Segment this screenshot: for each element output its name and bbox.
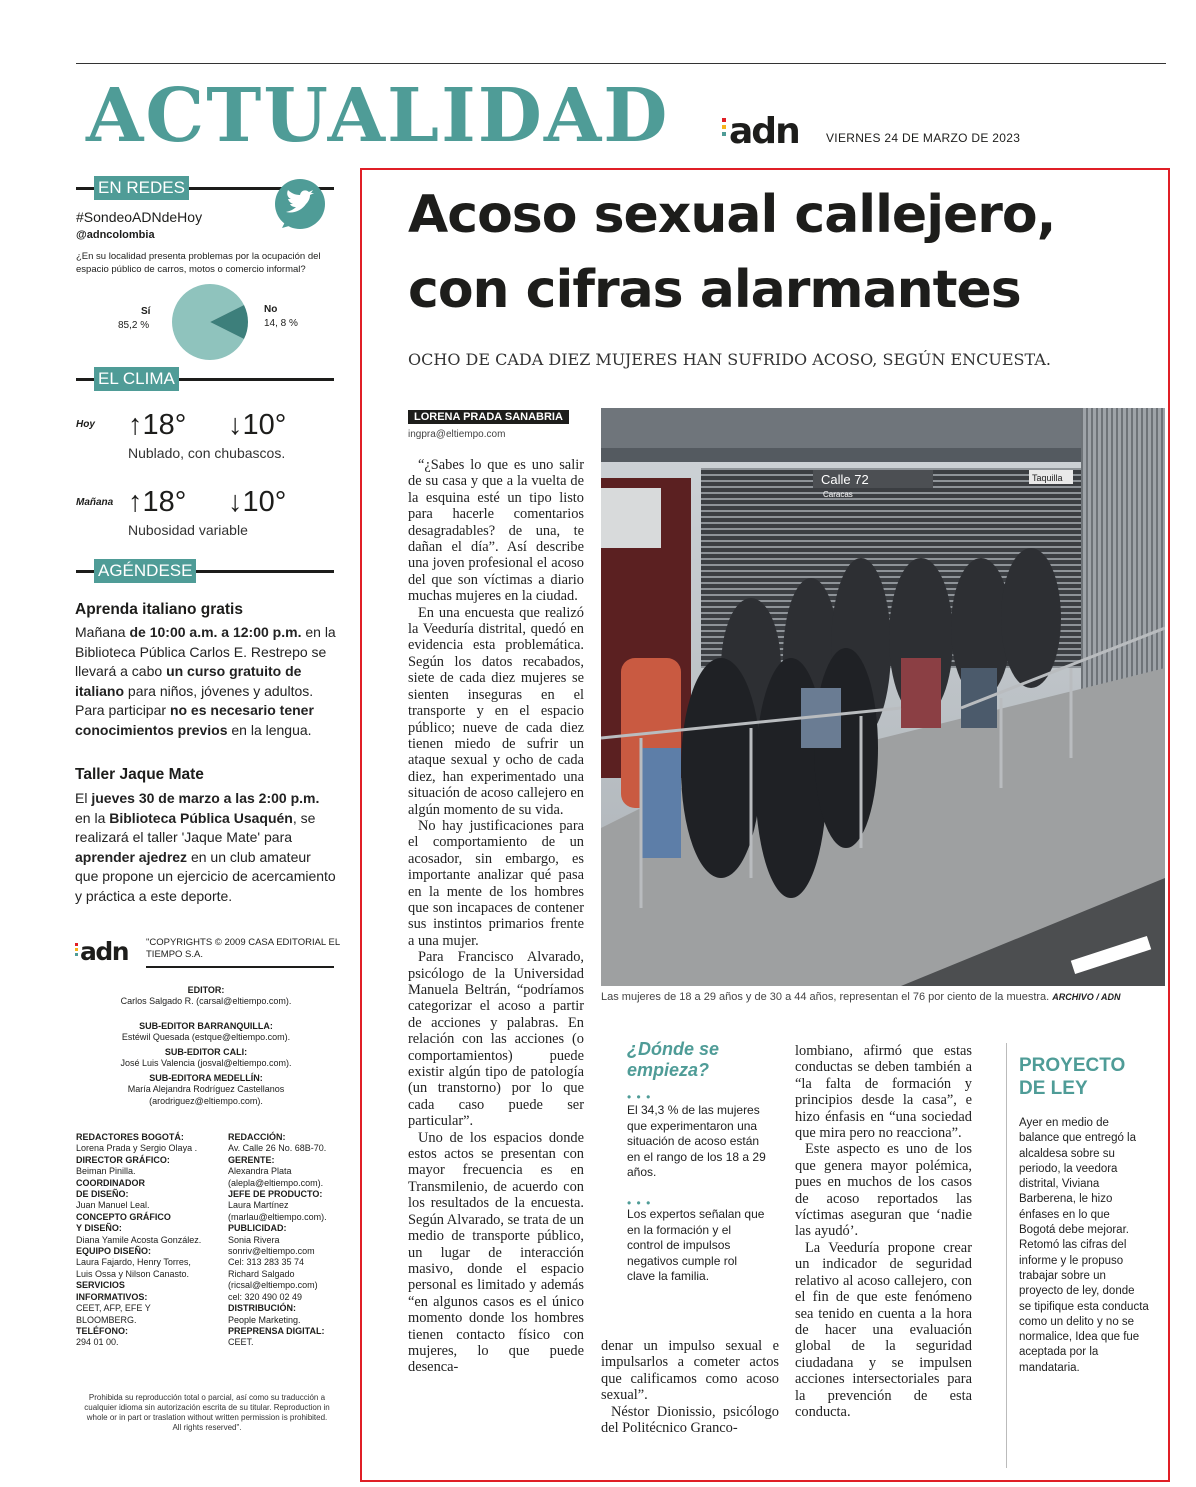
adn-logo-small <box>75 936 139 963</box>
staff-line: (arodriguez@eltiempo.com). <box>149 1095 263 1106</box>
clima-heading <box>76 367 334 391</box>
article-column-1 <box>408 457 584 1376</box>
agendese-heading <box>76 559 334 583</box>
photo-credit: ARCHIVO / ADN <box>1052 992 1121 1002</box>
text-run: para niños, jóvenes y adultos. Para participar <box>75 682 314 719</box>
staff-sub-editor-cali <box>76 1047 336 1070</box>
credit-name: (marlau@eltiempo.com). <box>228 1211 327 1222</box>
credit-name: Sonia Rivera <box>228 1234 280 1245</box>
staff-sub-editora-medellin <box>76 1073 336 1107</box>
staff-role: SUB-EDITOR CALI: <box>164 1047 248 1057</box>
poll-question: ¿En su localidad presenta problemas por la ocupación del espacio público de carros, motos o comercio informal? <box>76 251 321 275</box>
article-photo <box>601 408 1165 986</box>
station-sign: Calle 72 <box>821 472 869 487</box>
paragraph: Para Francisco Alvarado, psicólogo de la Universidad Manuela Beltrán, “podríamos categorizar el acoso a partir de acciones y palabras. En relación con las acciones (o comportamientos) puede existir algún tipo de patología (un transtorno) por lo que cada caso puede ser particular”. <box>408 949 584 1130</box>
credit-name: Alexandra Plata <box>228 1166 292 1177</box>
credit-role: CONCEPTO GRÁFICO <box>76 1211 171 1222</box>
headline-line: con cifras alarmantes <box>408 260 1021 320</box>
proyecto-text: Ayer en medio de balance que entregó la alcaldesa sobre su periodo, la veedora distrital, Viviana Barberena, le hizo énfases en lo que Bogotá debe mejorar. Retomó las cifras del informe y le propuso trabajar sobre un proyecto de ley, donde se tipifique esta conducta como un delito y no se normalice, Idea que fue aceptada por la mandataria. <box>1019 1117 1149 1374</box>
credit-name: Av. Calle 26 No. 68B-70. <box>228 1143 327 1154</box>
weather-day-today: Hoy <box>76 419 95 430</box>
credit-role: JEFE DE PRODUCTO: <box>228 1189 323 1200</box>
credit-role: SERVICIOS <box>76 1280 125 1291</box>
svg-text:adn: adn <box>729 111 799 148</box>
temp-min-today: ↓10° <box>228 409 287 441</box>
adn-logo <box>722 108 812 148</box>
weather-desc-tomorrow: Nubosidad variable <box>128 522 248 538</box>
paragraph: denar un impulso sexual e impulsarlos a cometer actos que calificamos como acoso sexual”. <box>601 1338 779 1404</box>
bold-run: un curso gratuito de italiano <box>75 663 302 699</box>
text-run: en la Biblioteca Pública Carlos E. Restrepo se llevará a cabo <box>75 624 336 680</box>
article-byline: LORENA PRADA SANABRIA <box>408 410 569 424</box>
poll-yes-label: Sí <box>141 306 151 317</box>
credit-name: cel: 320 490 02 49 <box>228 1291 303 1302</box>
credit-name: Cel: 313 283 35 74 <box>228 1257 305 1268</box>
event-title: Aprenda italiano gratis <box>75 601 243 618</box>
credit-name: sonriv@eltiempo.com <box>228 1246 315 1257</box>
credit-name: Laura Martínez <box>228 1200 289 1211</box>
box-paragraph: El 34,3 % de las mujeres que experimentaron una situación de acoso están en el rango de los 18 a 29 años. <box>627 1103 766 1179</box>
poll-no-label: No <box>264 304 278 315</box>
credit-name: Laura Fajardo, Henry Torres, <box>76 1257 191 1268</box>
agendese-label: AGÉNDESE <box>94 559 196 583</box>
poll-handle: @adncolombia <box>76 229 155 241</box>
paragraph: Néstor Dionissio, psicólogo del Politécnico Granco- <box>601 1403 779 1437</box>
text-run: Mañana <box>75 624 130 640</box>
svg-text:adn: adn <box>80 937 129 963</box>
paragraph: Uno de los espacios donde estos actos se presentan con mayor frecuencia es en Transmilenio, de acuerdo con los resultados de la encuesta. Según Alvarado, se trata de un medio de transporte público, un lugar de interacción masivo, donde el espacio personal es limitado y además “en algunos casos es el único momento donde los hombres tienen contacto físico con mujeres, lo que puede desenca- <box>408 1129 584 1376</box>
copyright-rule <box>146 966 334 968</box>
weather-desc-today: Nublado, con chubascos. <box>128 445 286 461</box>
legal-notice: Prohibida su reproducción total o parcial, así como su traducción a cualquier idioma sin autorización escrita de su titular. Reproduction in whole or in part or traslation without written permission is prohibited. All rights reserved". <box>84 1393 330 1432</box>
text-run: en la lengua. <box>227 721 312 738</box>
box-title: ¿Dónde se empieza? <box>627 1039 720 1080</box>
booth-sign: Taquilla <box>1032 473 1063 483</box>
caption-text: Las mujeres de 18 a 29 años y de 30 a 44 años, representan el 76 por ciento de la muestra. <box>601 991 1050 1003</box>
proyecto-title: PROYECTO DE LEY <box>1019 1055 1126 1099</box>
poll-yes-value: 85,2 % <box>118 320 150 331</box>
staff-line: Estéwil Quesada (estque@eltiempo.com). <box>121 1032 291 1043</box>
credit-name: Juan Manuel Leal. <box>76 1200 150 1211</box>
station-subsign: Caracas <box>823 490 853 499</box>
column-divider <box>1006 1043 1007 1468</box>
event-description <box>75 623 337 741</box>
paragraph: lombiano, afirmó que estas conductas se deben también a “la falta de formación y principios desde la casa”, e hizo énfasis en “una sociedad que mira pero no reacciona”. <box>795 1043 972 1142</box>
photo-caption <box>601 991 1165 1003</box>
box-paragraph: Los expertos señalan que en la formación y el control de impulsos negativos cumple rol clave la familia. <box>627 1207 765 1283</box>
article-column-3 <box>795 1043 972 1420</box>
credit-name: People Marketing. <box>228 1314 301 1325</box>
paragraph: “¿Sabes lo que es uno salir de su casa y que a la vuelta de la esquina esté un tipo listo para hacerle comentarios desagradables? de una, te dañan el día”. Así describe una joven profesional el acoso del que son víctimas a diario muchas mujeres en la ciudad. <box>408 457 584 605</box>
credit-name: BLOOMBERG. <box>76 1314 137 1325</box>
box-dots: • • • <box>627 1090 652 1104</box>
text-run: , se realizará el taller 'Jaque Mate' para <box>75 809 316 846</box>
bold-run: no es necesario tener conocimientos previos <box>75 702 314 738</box>
credit-name: Beiman Pinilla. <box>76 1166 136 1177</box>
poll-no-value: 14, 8 % <box>264 318 298 329</box>
text-run: en la <box>75 809 110 826</box>
poll-hashtag: #SondeoADNdeHoy <box>76 209 203 225</box>
credit-name: (aleplа@eltiempo.com). <box>228 1177 324 1188</box>
text-run: en un club amateur que propone un ejercicio de acercamiento y práctica a este deporte. <box>75 848 336 904</box>
credit-role: COORDINADOR <box>76 1177 145 1188</box>
paragraph: La Veeduría propone crear un indicador de seguridad relativo al acoso callejero, con el fin de que este fenómeno sea tenido en cuenta a la hora de hacer una evaluación global de la seguridad ciudadana y se impulsen acciones intersectoriales para la prevención de esta conducta. <box>795 1239 972 1420</box>
bold-run: aprender ajedrez <box>75 848 188 865</box>
paragraph: Este aspecto es uno de los que genera mayor polémica, pues en muchos de los casos de acoso reportados las víctimas aseguran que ‘nadie las ayudó’. <box>795 1141 972 1240</box>
staff-role: SUB-EDITORA MEDELLÍN: <box>149 1073 263 1083</box>
bold-run: jueves 30 de marzo a las 2:00 p.m. <box>91 790 320 806</box>
credit-role: TELÉFONO: <box>76 1325 128 1336</box>
twitter-icon <box>272 178 328 234</box>
byline-email: ingpra@eltiempo.com <box>408 429 506 440</box>
issue-date: VIERNES 24 DE MARZO DE 2023 <box>826 131 1021 145</box>
article-headline <box>408 178 1055 328</box>
staff-line: María Alejandra Rodríguez Castellanos <box>127 1084 285 1095</box>
credit-role: EQUIPO DISEÑO: <box>76 1246 152 1257</box>
credits-right <box>228 1132 378 1349</box>
box-dots: • • • <box>627 1196 652 1210</box>
credit-role: REDACCIÓN: <box>228 1132 286 1142</box>
credit-name: CEET, AFP, EFE Y <box>76 1303 151 1314</box>
staff-role: EDITOR: <box>187 985 225 995</box>
paragraph: En una encuesta que realizó la Veeduría distrital, quedó en evidencia esta problemática. Según los datos recabados, siete de cada diez mujeres se sienten inseguras en el transporte y en el espacio público; nueve de cada diez tienen miedo de sufrir un ataque sexual y ocho de cada diez, han experimentado una situación de acoso callejero en algún momento de su vida. <box>408 604 584 818</box>
credit-role: DIRECTOR GRÁFICO: <box>76 1154 170 1165</box>
copyright-notice: "COPYRIGHTS © 2009 CASA EDITORIAL EL TIEMPO S.A. <box>146 937 340 960</box>
staff-sub-editor-barranquilla <box>76 1021 336 1044</box>
event-title: Taller Jaque Mate <box>75 766 204 783</box>
event-description <box>75 789 337 907</box>
credit-role: PUBLICIDAD: <box>228 1223 287 1234</box>
staff-role: SUB-EDITOR BARRANQUILLA: <box>139 1021 273 1031</box>
article-column-2 <box>601 1338 779 1436</box>
temp-max-today: ↑18° <box>128 409 187 441</box>
en-redes-label: EN REDES <box>94 176 189 200</box>
text-run: El <box>75 790 92 806</box>
credit-role: GERENTE: <box>228 1154 275 1165</box>
credit-role: REDACTORES BOGOTÁ: <box>76 1132 184 1142</box>
credit-name: (ricsal@eltiempo.com) <box>228 1280 318 1291</box>
credit-name: Diana Yamile Acosta González. <box>76 1234 202 1245</box>
credit-name: 294 01 00. <box>76 1337 119 1348</box>
credit-role: DISTRIBUCIÓN: <box>228 1303 296 1314</box>
credit-role: Y DISEÑO: <box>76 1223 122 1234</box>
top-rule <box>76 63 1166 64</box>
section-title: ACTUALIDAD <box>86 73 670 159</box>
credits-left <box>76 1132 226 1349</box>
poll-pie-chart <box>170 282 250 362</box>
bold-run: de 10:00 a.m. a 12:00 p.m. <box>129 624 302 640</box>
staff-line: José Luis Valencia (josval@eltiempo.com). <box>120 1058 292 1069</box>
staff-line: Carlos Salgado R. (carsal@eltiempo.com). <box>120 996 292 1007</box>
staff-editor <box>76 985 336 1008</box>
credit-role: INFORMATIVOS: <box>76 1291 148 1302</box>
weather-day-tomorrow: Mañana <box>76 497 114 508</box>
article-deck: OCHO DE CADA DIEZ MUJERES HAN SUFRIDO ACOSO, SEGÚN ENCUESTA. <box>408 350 1051 369</box>
credit-role: PREPRENSA DIGITAL: <box>228 1325 325 1336</box>
credit-name: Richard Salgado <box>228 1268 295 1279</box>
credit-name: Lorena Prada y Sergio Olaya . <box>76 1143 198 1154</box>
clima-label: EL CLIMA <box>94 367 179 391</box>
bold-run: Biblioteca Pública Usaquén <box>109 809 293 826</box>
credit-name: Luis Ossa y Nilson Canasto. <box>76 1268 190 1279</box>
credit-name: CEET. <box>228 1337 254 1348</box>
credit-role: DE DISEÑO: <box>76 1189 129 1200</box>
paragraph: No hay justificaciones para el comportamiento de un acosador, sin embargo, es importante analizar qué pasa en la mente de los hombres que son incapaces de contener sus instintos primarios frente a una mujer. <box>408 817 584 949</box>
temp-min-tomorrow: ↓10° <box>228 486 287 518</box>
headline-line: Acoso sexual callejero, <box>408 185 1056 245</box>
temp-max-tomorrow: ↑18° <box>128 486 187 518</box>
